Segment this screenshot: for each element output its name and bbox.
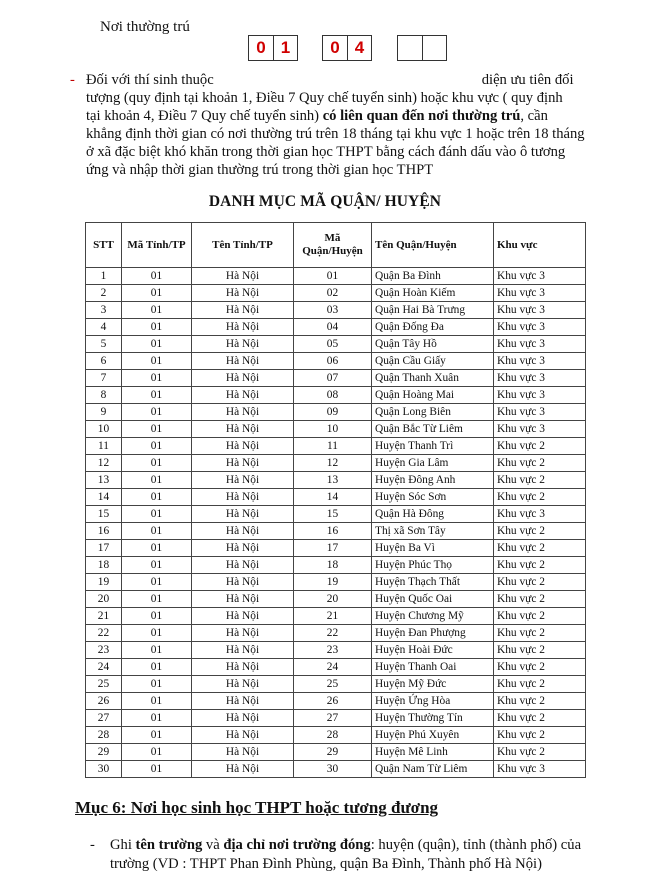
cell-district-code: 28	[294, 727, 372, 744]
cell-area: Khu vực 3	[494, 319, 586, 336]
table-row	[86, 676, 586, 693]
cell-province-name: Hà Nội	[192, 472, 294, 489]
para-bold-text: tên trường	[135, 837, 203, 853]
cell-area: Khu vực 2	[494, 438, 586, 455]
cell-area: Khu vực 2	[494, 540, 586, 557]
para-bold-text: có liên quan đến nơi thường trú	[322, 108, 521, 124]
cell-province-name: Hà Nội	[192, 421, 294, 438]
cell-district-name: Huyện Ứng Hòa	[372, 693, 494, 710]
cell-district-name: Quận Tây Hồ	[372, 336, 494, 353]
table-row	[86, 608, 586, 625]
table-row	[86, 489, 586, 506]
cell-province-code: 01	[122, 387, 192, 404]
cell-stt: 3	[86, 302, 122, 319]
table-row	[86, 421, 586, 438]
code-digit	[398, 36, 422, 60]
cell-district-name: Huyện Sóc Sơn	[372, 489, 494, 506]
cell-province-code: 01	[122, 268, 192, 285]
cell-stt: 15	[86, 506, 122, 523]
cell-district-name: Huyện Chương Mỹ	[372, 608, 494, 625]
cell-province-code: 01	[122, 659, 192, 676]
cell-area: Khu vực 3	[494, 421, 586, 438]
cell-province-name: Hà Nội	[192, 489, 294, 506]
cell-stt: 10	[86, 421, 122, 438]
cell-district-code: 24	[294, 659, 372, 676]
cell-stt: 5	[86, 336, 122, 353]
cell-district-name: Quận Hai Bà Trưng	[372, 302, 494, 319]
cell-province-name: Hà Nội	[192, 523, 294, 540]
cell-district-code: 11	[294, 438, 372, 455]
cell-district-name: Quận Nam Từ Liêm	[372, 761, 494, 778]
cell-district-name: Quận Bắc Từ Liêm	[372, 421, 494, 438]
cell-area: Khu vực 2	[494, 625, 586, 642]
cell-district-name: Huyện Gia Lâm	[372, 455, 494, 472]
cell-district-code: 30	[294, 761, 372, 778]
cell-province-code: 01	[122, 693, 192, 710]
cell-province-code: 01	[122, 608, 192, 625]
cell-province-name: Hà Nội	[192, 387, 294, 404]
cell-district-code: 06	[294, 353, 372, 370]
table-row	[86, 404, 586, 421]
cell-district-name: Huyện Quốc Oai	[372, 591, 494, 608]
cell-province-name: Hà Nội	[192, 608, 294, 625]
table-row	[86, 319, 586, 336]
cell-district-code: 21	[294, 608, 372, 625]
table-header-row	[86, 223, 586, 268]
para-line: ở xã đặc biệt khó khăn trong thời gian học THPT bằng cách đánh dấu vào ô tương	[86, 144, 566, 160]
cell-district-code: 05	[294, 336, 372, 353]
cell-area: Khu vực 3	[494, 353, 586, 370]
cell-stt: 23	[86, 642, 122, 659]
para-text: Đối với thí sinh thuộc	[86, 72, 214, 88]
table-row	[86, 370, 586, 387]
para-line: trường (VD : THPT Phan Đình Phùng, quận Ba Đình, Thành phố Hà Nội)	[110, 856, 542, 872]
cell-province-code: 01	[122, 421, 192, 438]
cell-province-code: 01	[122, 642, 192, 659]
cell-province-code: 01	[122, 336, 192, 353]
cell-area: Khu vực 2	[494, 744, 586, 761]
cell-province-code: 01	[122, 557, 192, 574]
cell-district-code: 02	[294, 285, 372, 302]
table-row	[86, 455, 586, 472]
cell-province-name: Hà Nội	[192, 574, 294, 591]
cell-stt: 13	[86, 472, 122, 489]
section-6-title: Mục 6: Nơi học sinh học THPT hoặc tương đương	[75, 798, 439, 817]
code-digit: 0	[256, 38, 266, 57]
cell-area: Khu vực 2	[494, 557, 586, 574]
cell-stt: 22	[86, 625, 122, 642]
cell-district-code: 16	[294, 523, 372, 540]
cell-stt: 20	[86, 591, 122, 608]
cell-province-code: 01	[122, 353, 192, 370]
cell-province-name: Hà Nội	[192, 336, 294, 353]
cell-district-name: Huyện Đông Anh	[372, 472, 494, 489]
table-row	[86, 523, 586, 540]
cell-district-code: 23	[294, 642, 372, 659]
cell-district-name: Huyện Thanh Trì	[372, 438, 494, 455]
cell-district-name: Quận Thanh Xuân	[372, 370, 494, 387]
cell-stt: 6	[86, 353, 122, 370]
cell-area: Khu vực 3	[494, 302, 586, 319]
cell-district-code: 18	[294, 557, 372, 574]
cell-area: Khu vực 3	[494, 336, 586, 353]
table-row	[86, 557, 586, 574]
cell-province-code: 01	[122, 710, 192, 727]
cell-district-code: 04	[294, 319, 372, 336]
cell-province-code: 01	[122, 540, 192, 557]
cell-area: Khu vực 3	[494, 285, 586, 302]
code-digit: 4	[347, 36, 371, 60]
table-row	[86, 285, 586, 302]
cell-district-code: 26	[294, 693, 372, 710]
table-body	[86, 268, 586, 778]
cell-stt: 16	[86, 523, 122, 540]
cell-province-name: Hà Nội	[192, 693, 294, 710]
para-line: tượng (quy định tại khoản 1, Điều 7 Quy chế tuyển sinh) hoặc khu vực ( quy định	[86, 90, 563, 106]
para-line: khẳng định thời gian có nơi thường trú trên 18 tháng tại khu vực 1 hoặc trên 18 tháng	[86, 126, 585, 142]
cell-province-code: 01	[122, 319, 192, 336]
cell-province-code: 01	[122, 574, 192, 591]
header-province-name: Tên Tỉnh/TP	[192, 223, 294, 268]
cell-district-code: 20	[294, 591, 372, 608]
cell-district-code: 25	[294, 676, 372, 693]
cell-district-code: 03	[294, 302, 372, 319]
para-text: và	[202, 837, 224, 853]
cell-stt: 24	[86, 659, 122, 676]
cell-district-name: Huyện Ba Vì	[372, 540, 494, 557]
cell-province-name: Hà Nội	[192, 370, 294, 387]
cell-stt: 29	[86, 744, 122, 761]
cell-district-name: Huyện Mỹ Đức	[372, 676, 494, 693]
cell-stt: 18	[86, 557, 122, 574]
cell-area: Khu vực 3	[494, 387, 586, 404]
cell-province-code: 01	[122, 285, 192, 302]
cell-province-code: 01	[122, 455, 192, 472]
cell-stt: 1	[86, 268, 122, 285]
table-row	[86, 540, 586, 557]
table-row	[86, 506, 586, 523]
para-line	[86, 71, 618, 89]
table-row	[86, 302, 586, 319]
cell-area: Khu vực 3	[494, 404, 586, 421]
cell-district-code: 14	[294, 489, 372, 506]
cell-district-code: 29	[294, 744, 372, 761]
table-row	[86, 625, 586, 642]
cell-stt: 27	[86, 710, 122, 727]
cell-district-name: Huyện Hoài Đức	[372, 642, 494, 659]
cell-area: Khu vực 2	[494, 472, 586, 489]
cell-stt: 8	[86, 387, 122, 404]
cell-province-code: 01	[122, 370, 192, 387]
cell-district-code: 27	[294, 710, 372, 727]
table-row	[86, 268, 586, 285]
cell-province-name: Hà Nội	[192, 506, 294, 523]
cell-area: Khu vực 2	[494, 489, 586, 506]
header-district-name: Tên Quận/Huyện	[372, 223, 494, 268]
cell-province-code: 01	[122, 506, 192, 523]
para-text: diện ưu tiên đối	[481, 72, 574, 88]
cell-area: Khu vực 3	[494, 370, 586, 387]
cell-district-code: 09	[294, 404, 372, 421]
table-row	[86, 642, 586, 659]
cell-district-code: 10	[294, 421, 372, 438]
cell-province-name: Hà Nội	[192, 642, 294, 659]
cell-stt: 21	[86, 608, 122, 625]
para-text: tại khoản 4, Điều 7 Quy chế tuyển sinh)	[86, 108, 323, 124]
table-row	[86, 472, 586, 489]
cell-stt: 2	[86, 285, 122, 302]
cell-province-name: Hà Nội	[192, 319, 294, 336]
cell-district-name: Huyện Đan Phượng	[372, 625, 494, 642]
cell-province-name: Hà Nội	[192, 557, 294, 574]
cell-stt: 26	[86, 693, 122, 710]
para-line	[110, 836, 620, 855]
cell-district-name: Quận Long Biên	[372, 404, 494, 421]
table-row	[86, 387, 586, 404]
cell-area: Khu vực 2	[494, 710, 586, 727]
cell-area: Khu vực 2	[494, 642, 586, 659]
cell-district-name: Huyện Thanh Oai	[372, 659, 494, 676]
cell-area: Khu vực 2	[494, 591, 586, 608]
cell-province-name: Hà Nội	[192, 540, 294, 557]
bullet-dash: -	[70, 72, 75, 88]
cell-province-name: Hà Nội	[192, 353, 294, 370]
table-row	[86, 574, 586, 591]
cell-province-name: Hà Nội	[192, 438, 294, 455]
cell-district-name: Huyện Thường Tín	[372, 710, 494, 727]
cell-district-name: Quận Hoàng Mai	[372, 387, 494, 404]
code-digit: 0	[330, 38, 340, 57]
cell-province-name: Hà Nội	[192, 268, 294, 285]
cell-district-name: Quận Đống Đa	[372, 319, 494, 336]
cell-district-name: Thị xã Sơn Tây	[372, 523, 494, 540]
cell-district-code: 22	[294, 625, 372, 642]
table-row	[86, 727, 586, 744]
cell-district-name: Quận Cầu Giấy	[372, 353, 494, 370]
cell-area: Khu vực 2	[494, 574, 586, 591]
cell-province-code: 01	[122, 761, 192, 778]
cell-province-name: Hà Nội	[192, 761, 294, 778]
para-bold-text: địa chỉ nơi trường đóng	[223, 837, 371, 853]
cell-province-name: Hà Nội	[192, 302, 294, 319]
table-row	[86, 438, 586, 455]
cell-province-code: 01	[122, 744, 192, 761]
table-row	[86, 693, 586, 710]
commune-code-box[interactable]	[397, 35, 447, 61]
para-line: ứng và nhập thời gian thường trú trong thời gian học THPT	[86, 162, 434, 178]
cell-province-code: 01	[122, 727, 192, 744]
cell-stt: 25	[86, 676, 122, 693]
cell-province-code: 01	[122, 523, 192, 540]
cell-stt: 30	[86, 761, 122, 778]
table-row	[86, 336, 586, 353]
table-row	[86, 591, 586, 608]
para-text: : huyện (quận), tỉnh (thành phố) của	[370, 837, 582, 853]
cell-district-name: Huyện Phúc Thọ	[372, 557, 494, 574]
residence-label: Nơi thường trú	[100, 19, 190, 35]
cell-district-name: Quận Hoàn Kiếm	[372, 285, 494, 302]
cell-area: Khu vực 2	[494, 659, 586, 676]
para-line	[86, 107, 618, 125]
table-row	[86, 353, 586, 370]
cell-province-code: 01	[122, 489, 192, 506]
cell-area: Khu vực 2	[494, 455, 586, 472]
cell-stt: 17	[86, 540, 122, 557]
header-area: Khu vực	[494, 223, 586, 268]
cell-province-code: 01	[122, 438, 192, 455]
cell-district-code: 08	[294, 387, 372, 404]
district-table	[85, 222, 586, 778]
cell-district-code: 07	[294, 370, 372, 387]
cell-area: Khu vực 2	[494, 727, 586, 744]
cell-province-name: Hà Nội	[192, 659, 294, 676]
table-heading: DANH MỤC MÃ QUẬN/ HUYỆN	[208, 193, 442, 210]
cell-province-name: Hà Nội	[192, 404, 294, 421]
cell-province-name: Hà Nội	[192, 676, 294, 693]
bullet-dash: -	[90, 837, 95, 853]
province-code-box[interactable]	[248, 35, 298, 61]
cell-area: Khu vực 2	[494, 676, 586, 693]
district-code-box[interactable]	[322, 35, 372, 61]
cell-stt: 7	[86, 370, 122, 387]
cell-stt: 9	[86, 404, 122, 421]
cell-district-name: Huyện Thạch Thất	[372, 574, 494, 591]
cell-province-name: Hà Nội	[192, 285, 294, 302]
table-row	[86, 710, 586, 727]
table-row	[86, 761, 586, 778]
cell-district-code: 12	[294, 455, 372, 472]
header-province-code: Mã Tỉnh/TP	[122, 223, 192, 268]
cell-area: Khu vực 3	[494, 506, 586, 523]
cell-province-code: 01	[122, 676, 192, 693]
cell-province-code: 01	[122, 302, 192, 319]
cell-area: Khu vực 3	[494, 268, 586, 285]
cell-stt: 19	[86, 574, 122, 591]
cell-area: Khu vực 3	[494, 761, 586, 778]
cell-province-name: Hà Nội	[192, 744, 294, 761]
cell-province-name: Hà Nội	[192, 591, 294, 608]
cell-stt: 4	[86, 319, 122, 336]
cell-stt: 11	[86, 438, 122, 455]
cell-province-name: Hà Nội	[192, 455, 294, 472]
cell-province-code: 01	[122, 472, 192, 489]
cell-province-name: Hà Nội	[192, 625, 294, 642]
cell-stt: 28	[86, 727, 122, 744]
table-row	[86, 744, 586, 761]
cell-area: Khu vực 2	[494, 693, 586, 710]
cell-province-name: Hà Nội	[192, 710, 294, 727]
cell-area: Khu vực 2	[494, 523, 586, 540]
cell-stt: 14	[86, 489, 122, 506]
code-digit: 1	[273, 36, 297, 60]
cell-province-code: 01	[122, 625, 192, 642]
cell-district-name: Quận Hà Đông	[372, 506, 494, 523]
cell-district-code: 17	[294, 540, 372, 557]
para-text: Ghi	[110, 837, 136, 853]
school-instruction	[90, 836, 620, 874]
cell-province-code: 01	[122, 591, 192, 608]
header-district-code: Mã Quận/Huyện	[294, 223, 372, 268]
priority-instruction	[70, 71, 618, 179]
code-digit	[422, 36, 446, 60]
cell-district-code: 15	[294, 506, 372, 523]
cell-district-code: 19	[294, 574, 372, 591]
cell-district-name: Huyện Mê Linh	[372, 744, 494, 761]
table-row	[86, 659, 586, 676]
cell-province-code: 01	[122, 404, 192, 421]
para-text: , cần	[520, 108, 548, 124]
cell-area: Khu vực 2	[494, 608, 586, 625]
header-stt: STT	[86, 223, 122, 268]
cell-district-name: Huyện Phú Xuyên	[372, 727, 494, 744]
cell-district-code: 01	[294, 268, 372, 285]
cell-province-name: Hà Nội	[192, 727, 294, 744]
cell-stt: 12	[86, 455, 122, 472]
cell-district-code: 13	[294, 472, 372, 489]
cell-district-name: Quận Ba Đình	[372, 268, 494, 285]
